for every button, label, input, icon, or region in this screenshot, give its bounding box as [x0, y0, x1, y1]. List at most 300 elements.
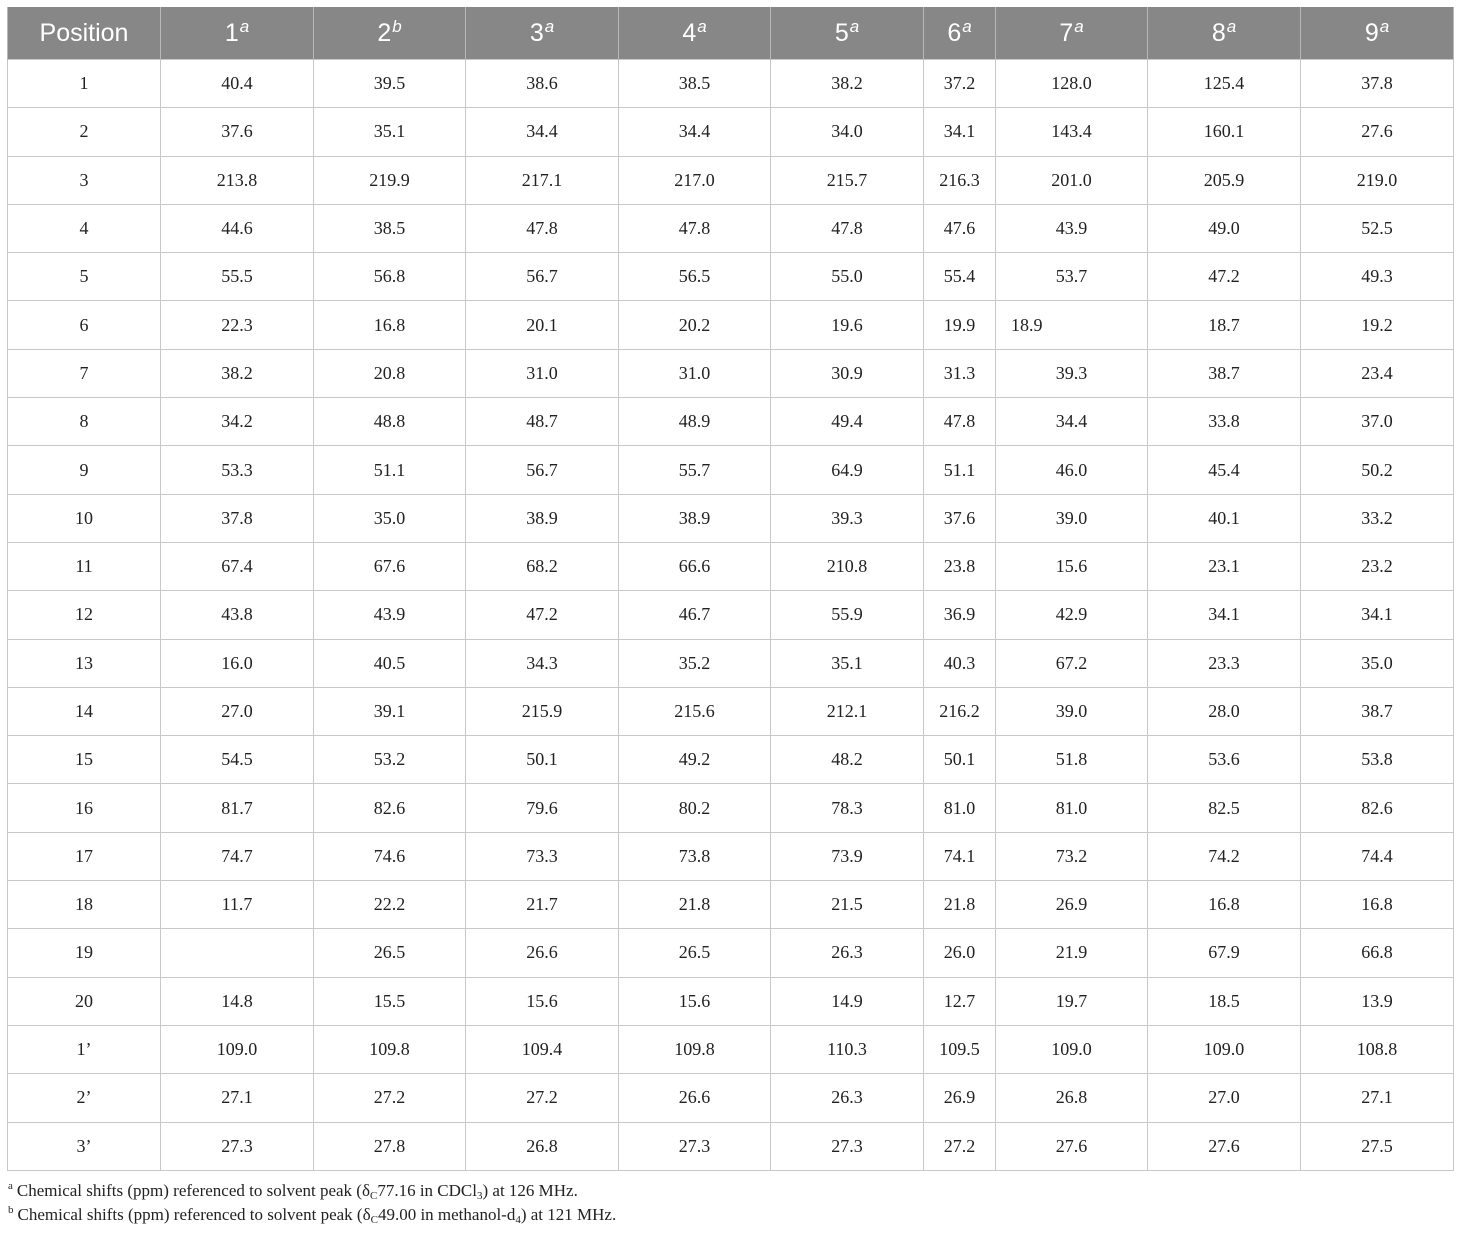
compound-footnote-mark: b: [392, 16, 402, 36]
table-row: [8, 591, 1454, 639]
shift-value-cell: 43.9: [996, 204, 1148, 252]
table-row: [8, 398, 1454, 446]
shift-value-cell: 56.7: [466, 446, 619, 494]
shift-value-cell: 34.4: [619, 108, 771, 156]
table-body: [8, 60, 1454, 1171]
shift-value-cell: 53.3: [161, 446, 314, 494]
shift-value-cell: 47.6: [924, 204, 996, 252]
shift-value-cell: 31.3: [924, 349, 996, 397]
compound-header: [1148, 7, 1301, 60]
shift-value-cell: 109.5: [924, 1025, 996, 1073]
shift-value-cell: 73.9: [771, 832, 924, 880]
shift-value-cell: 215.9: [466, 687, 619, 735]
shift-value-cell: 109.0: [996, 1025, 1148, 1073]
shift-value-cell: 38.5: [619, 60, 771, 108]
shift-value-cell: 217.1: [466, 156, 619, 204]
shift-value-cell: 55.9: [771, 591, 924, 639]
compound-footnote-mark: a: [1379, 16, 1390, 36]
position-cell: 9: [8, 446, 161, 494]
shift-value-cell: 47.2: [466, 591, 619, 639]
shift-value-cell: 74.4: [1301, 832, 1454, 880]
shift-value-cell: 34.1: [1301, 591, 1454, 639]
shift-value-cell: 47.8: [466, 204, 619, 252]
shift-value-cell: [161, 929, 314, 977]
shift-value-cell: 14.8: [161, 977, 314, 1025]
shift-value-cell: 216.2: [924, 687, 996, 735]
shift-value-cell: 23.4: [1301, 349, 1454, 397]
shift-value-cell: 52.5: [1301, 204, 1454, 252]
footnotes: [8, 1179, 616, 1227]
shift-value-cell: 38.5: [314, 204, 466, 252]
compound-header: [619, 7, 771, 60]
compound-header: [466, 7, 619, 60]
table-row: [8, 639, 1454, 687]
compound-footnote-mark: a: [962, 16, 972, 36]
shift-value-cell: 37.8: [1301, 60, 1454, 108]
shift-value-cell: 46.0: [996, 446, 1148, 494]
shift-value-cell: 78.3: [771, 784, 924, 832]
compound-number: 1: [224, 18, 239, 47]
table-row: [8, 204, 1454, 252]
shift-value-cell: 49.0: [1148, 204, 1301, 252]
shift-value-cell: 40.5: [314, 639, 466, 687]
shift-value-cell: 35.1: [771, 639, 924, 687]
shift-value-cell: 27.2: [924, 1122, 996, 1170]
shift-value-cell: 34.3: [466, 639, 619, 687]
shift-value-cell: 82.6: [1301, 784, 1454, 832]
table-row: [8, 929, 1454, 977]
shift-value-cell: 210.8: [771, 542, 924, 590]
shift-value-cell: 55.5: [161, 253, 314, 301]
shift-value-cell: 55.7: [619, 446, 771, 494]
shift-value-cell: 68.2: [466, 542, 619, 590]
shift-value-cell: 40.1: [1148, 494, 1301, 542]
footnote-text: ) at 121 MHz.: [520, 1205, 617, 1224]
shift-value-cell: 26.9: [924, 1074, 996, 1122]
shift-value-cell: 37.2: [924, 60, 996, 108]
footnote-text: 49.00 in methanol-d: [377, 1205, 516, 1224]
shift-value-cell: 38.2: [771, 60, 924, 108]
position-cell: 1: [8, 60, 161, 108]
table-row: [8, 156, 1454, 204]
shift-value-cell: 26.8: [466, 1122, 619, 1170]
shift-value-cell: 56.7: [466, 253, 619, 301]
shift-value-cell: 26.3: [771, 929, 924, 977]
shift-value-cell: 33.8: [1148, 398, 1301, 446]
shift-value-cell: 46.7: [619, 591, 771, 639]
shift-value-cell: 56.8: [314, 253, 466, 301]
position-cell: 19: [8, 929, 161, 977]
shift-value-cell: 109.0: [161, 1025, 314, 1073]
shift-value-cell: 28.0: [1148, 687, 1301, 735]
shift-value-cell: 34.0: [771, 108, 924, 156]
footnote-text: Chemical shifts (ppm) referenced to solvent peak (δ: [17, 1205, 371, 1224]
position-cell: 8: [8, 398, 161, 446]
shift-value-cell: 109.8: [619, 1025, 771, 1073]
shift-value-cell: 160.1: [1148, 108, 1301, 156]
shift-value-cell: 51.1: [924, 446, 996, 494]
shift-value-cell: 53.2: [314, 736, 466, 784]
shift-value-cell: 22.3: [161, 301, 314, 349]
shift-value-cell: 201.0: [996, 156, 1148, 204]
compound-header: [1301, 7, 1454, 60]
shift-value-cell: 39.3: [996, 349, 1148, 397]
shift-value-cell: 26.5: [619, 929, 771, 977]
footnote-subscript: C: [369, 1190, 378, 1202]
shift-value-cell: 12.7: [924, 977, 996, 1025]
shift-value-cell: 35.0: [1301, 639, 1454, 687]
shift-value-cell: 49.4: [771, 398, 924, 446]
shift-value-cell: 27.6: [996, 1122, 1148, 1170]
shift-value-cell: 16.8: [1148, 881, 1301, 929]
shift-value-cell: 21.8: [924, 881, 996, 929]
position-cell: 5: [8, 253, 161, 301]
table-row: [8, 494, 1454, 542]
shift-value-cell: 55.0: [771, 253, 924, 301]
shift-value-cell: 215.6: [619, 687, 771, 735]
shift-value-cell: 38.9: [466, 494, 619, 542]
position-cell: 15: [8, 736, 161, 784]
shift-value-cell: 81.0: [996, 784, 1148, 832]
footnote-a: [8, 1179, 616, 1203]
position-cell: 7: [8, 349, 161, 397]
shift-value-cell: 43.8: [161, 591, 314, 639]
shift-value-cell: 27.5: [1301, 1122, 1454, 1170]
shift-value-cell: 109.0: [1148, 1025, 1301, 1073]
footnote-mark: a: [8, 1180, 13, 1192]
shift-value-cell: 13.9: [1301, 977, 1454, 1025]
shift-value-cell: 38.6: [466, 60, 619, 108]
position-cell: 2: [8, 108, 161, 156]
shift-value-cell: 21.5: [771, 881, 924, 929]
compound-header: [771, 7, 924, 60]
shift-value-cell: 74.6: [314, 832, 466, 880]
shift-value-cell: 33.2: [1301, 494, 1454, 542]
shift-value-cell: 48.2: [771, 736, 924, 784]
shift-value-cell: 34.2: [161, 398, 314, 446]
table-row: [8, 542, 1454, 590]
shift-value-cell: 27.0: [161, 687, 314, 735]
table-row: [8, 1122, 1454, 1170]
shift-value-cell: 16.8: [314, 301, 466, 349]
shift-value-cell: 19.9: [924, 301, 996, 349]
shift-value-cell: 37.6: [161, 108, 314, 156]
shift-value-cell: 56.5: [619, 253, 771, 301]
shift-value-cell: 37.8: [161, 494, 314, 542]
shift-value-cell: 128.0: [996, 60, 1148, 108]
shift-value-cell: 219.0: [1301, 156, 1454, 204]
shift-value-cell: 82.5: [1148, 784, 1301, 832]
footnote-subscript: 4: [515, 1214, 521, 1226]
shift-value-cell: 34.1: [924, 108, 996, 156]
shift-value-cell: 20.2: [619, 301, 771, 349]
compound-number: 3: [529, 18, 544, 47]
shift-value-cell: 23.3: [1148, 639, 1301, 687]
position-cell: 12: [8, 591, 161, 639]
shift-value-cell: 27.3: [619, 1122, 771, 1170]
compound-footnote-mark: a: [1226, 16, 1237, 36]
shift-value-cell: 18.9: [996, 301, 1148, 349]
shift-value-cell: 16.8: [1301, 881, 1454, 929]
shift-value-cell: 27.1: [1301, 1074, 1454, 1122]
shift-value-cell: 15.6: [996, 542, 1148, 590]
shift-value-cell: 18.7: [1148, 301, 1301, 349]
shift-value-cell: 30.9: [771, 349, 924, 397]
compound-number: 9: [1364, 18, 1379, 47]
position-cell: 4: [8, 204, 161, 252]
table-row: [8, 784, 1454, 832]
shift-value-cell: 53.6: [1148, 736, 1301, 784]
footnote-mark: b: [8, 1204, 14, 1216]
position-cell: 2’: [8, 1074, 161, 1122]
shift-value-cell: 21.8: [619, 881, 771, 929]
shift-value-cell: 19.7: [996, 977, 1148, 1025]
shift-value-cell: 80.2: [619, 784, 771, 832]
shift-value-cell: 27.1: [161, 1074, 314, 1122]
shift-value-cell: 43.9: [314, 591, 466, 639]
compound-header: [996, 7, 1148, 60]
shift-value-cell: 215.7: [771, 156, 924, 204]
shift-value-cell: 15.5: [314, 977, 466, 1025]
shift-value-cell: 14.9: [771, 977, 924, 1025]
shift-value-cell: 21.9: [996, 929, 1148, 977]
shift-value-cell: 37.0: [1301, 398, 1454, 446]
shift-value-cell: 51.8: [996, 736, 1148, 784]
compound-footnote-mark: a: [697, 16, 707, 36]
shift-value-cell: 54.5: [161, 736, 314, 784]
shift-value-cell: 27.8: [314, 1122, 466, 1170]
table-row: [8, 832, 1454, 880]
shift-value-cell: 26.8: [996, 1074, 1148, 1122]
shift-value-cell: 48.9: [619, 398, 771, 446]
shift-value-cell: 50.1: [924, 736, 996, 784]
shift-value-cell: 108.8: [1301, 1025, 1454, 1073]
shift-value-cell: 64.9: [771, 446, 924, 494]
shift-value-cell: 34.4: [466, 108, 619, 156]
footnote-text: ) at 126 MHz.: [482, 1181, 578, 1200]
shift-value-cell: 143.4: [996, 108, 1148, 156]
shift-value-cell: 67.9: [1148, 929, 1301, 977]
shift-value-cell: 125.4: [1148, 60, 1301, 108]
shift-value-cell: 38.7: [1148, 349, 1301, 397]
shift-value-cell: 74.7: [161, 832, 314, 880]
shift-value-cell: 50.1: [466, 736, 619, 784]
position-cell: 11: [8, 542, 161, 590]
shift-value-cell: 39.1: [314, 687, 466, 735]
shift-value-cell: 81.7: [161, 784, 314, 832]
shift-value-cell: 27.6: [1148, 1122, 1301, 1170]
shift-value-cell: 27.3: [161, 1122, 314, 1170]
shift-value-cell: 19.2: [1301, 301, 1454, 349]
shift-value-cell: 73.2: [996, 832, 1148, 880]
shift-value-cell: 27.2: [314, 1074, 466, 1122]
shift-value-cell: 55.4: [924, 253, 996, 301]
shift-value-cell: 39.0: [996, 687, 1148, 735]
compound-header: [314, 7, 466, 60]
shift-value-cell: 48.8: [314, 398, 466, 446]
compound-footnote-mark: a: [1074, 16, 1084, 36]
shift-value-cell: 53.8: [1301, 736, 1454, 784]
shift-value-cell: 73.3: [466, 832, 619, 880]
shift-value-cell: 11.7: [161, 881, 314, 929]
compound-header: [924, 7, 996, 60]
shift-value-cell: 47.8: [619, 204, 771, 252]
footnote-b: [8, 1203, 616, 1227]
shift-value-cell: 45.4: [1148, 446, 1301, 494]
nmr-shift-table: [7, 7, 1454, 1171]
shift-value-cell: 35.1: [314, 108, 466, 156]
shift-value-cell: 31.0: [619, 349, 771, 397]
compound-number: 6: [947, 18, 962, 47]
shift-value-cell: 31.0: [466, 349, 619, 397]
table-row: [8, 60, 1454, 108]
compound-number: 8: [1211, 18, 1226, 47]
shift-value-cell: 66.6: [619, 542, 771, 590]
compound-number: 4: [682, 18, 697, 47]
position-cell: 18: [8, 881, 161, 929]
table-row: [8, 108, 1454, 156]
position-cell: 20: [8, 977, 161, 1025]
shift-value-cell: 15.6: [466, 977, 619, 1025]
shift-value-cell: 53.7: [996, 253, 1148, 301]
table-row: [8, 1025, 1454, 1073]
shift-value-cell: 15.6: [619, 977, 771, 1025]
shift-value-cell: 47.8: [924, 398, 996, 446]
shift-value-cell: 47.8: [771, 204, 924, 252]
table-row: [8, 1074, 1454, 1122]
table-row: [8, 301, 1454, 349]
shift-value-cell: 36.9: [924, 591, 996, 639]
shift-value-cell: 73.8: [619, 832, 771, 880]
shift-value-cell: 26.6: [619, 1074, 771, 1122]
table-row: [8, 736, 1454, 784]
shift-value-cell: 66.8: [1301, 929, 1454, 977]
footnote-text: Chemical shifts (ppm) referenced to solvent peak (δ: [16, 1181, 370, 1200]
shift-value-cell: 39.3: [771, 494, 924, 542]
shift-value-cell: 213.8: [161, 156, 314, 204]
shift-value-cell: 40.4: [161, 60, 314, 108]
shift-value-cell: 19.6: [771, 301, 924, 349]
table-row: [8, 881, 1454, 929]
position-cell: 6: [8, 301, 161, 349]
compound-footnote-mark: a: [849, 16, 860, 36]
footnote-subscript: 3: [476, 1190, 483, 1202]
footnote-subscript: C: [370, 1214, 378, 1226]
shift-value-cell: 26.3: [771, 1074, 924, 1122]
shift-value-cell: 110.3: [771, 1025, 924, 1073]
shift-value-cell: 47.2: [1148, 253, 1301, 301]
shift-value-cell: 37.6: [924, 494, 996, 542]
position-cell: 13: [8, 639, 161, 687]
shift-value-cell: 217.0: [619, 156, 771, 204]
shift-value-cell: 27.2: [466, 1074, 619, 1122]
nmr-table-container: [7, 7, 1453, 1171]
shift-value-cell: 39.5: [314, 60, 466, 108]
position-cell: 14: [8, 687, 161, 735]
shift-value-cell: 74.2: [1148, 832, 1301, 880]
compound-footnote-mark: a: [544, 16, 555, 36]
shift-value-cell: 67.4: [161, 542, 314, 590]
shift-value-cell: 26.0: [924, 929, 996, 977]
shift-value-cell: 44.6: [161, 204, 314, 252]
shift-value-cell: 51.1: [314, 446, 466, 494]
compound-number: 5: [834, 18, 849, 47]
shift-value-cell: 205.9: [1148, 156, 1301, 204]
table-row: [8, 977, 1454, 1025]
shift-value-cell: 49.2: [619, 736, 771, 784]
table-header-row: [8, 7, 1454, 60]
shift-value-cell: 20.8: [314, 349, 466, 397]
compound-number: 7: [1059, 18, 1074, 47]
shift-value-cell: 39.0: [996, 494, 1148, 542]
shift-value-cell: 49.3: [1301, 253, 1454, 301]
position-cell: 1’: [8, 1025, 161, 1073]
shift-value-cell: 27.3: [771, 1122, 924, 1170]
shift-value-cell: 67.2: [996, 639, 1148, 687]
shift-value-cell: 82.6: [314, 784, 466, 832]
compound-header: [161, 7, 314, 60]
shift-value-cell: 26.5: [314, 929, 466, 977]
position-cell: 16: [8, 784, 161, 832]
shift-value-cell: 27.6: [1301, 108, 1454, 156]
shift-value-cell: 219.9: [314, 156, 466, 204]
shift-value-cell: 23.8: [924, 542, 996, 590]
shift-value-cell: 20.1: [466, 301, 619, 349]
shift-value-cell: 22.2: [314, 881, 466, 929]
position-header: Position: [8, 7, 161, 60]
shift-value-cell: 21.7: [466, 881, 619, 929]
position-cell: 3’: [8, 1122, 161, 1170]
shift-value-cell: 109.8: [314, 1025, 466, 1073]
shift-value-cell: 50.2: [1301, 446, 1454, 494]
compound-footnote-mark: a: [239, 16, 250, 36]
shift-value-cell: 67.6: [314, 542, 466, 590]
shift-value-cell: 26.6: [466, 929, 619, 977]
compound-number: 2: [377, 18, 392, 47]
table-row: [8, 349, 1454, 397]
shift-value-cell: 79.6: [466, 784, 619, 832]
table-row: [8, 446, 1454, 494]
shift-value-cell: 42.9: [996, 591, 1148, 639]
shift-value-cell: 74.1: [924, 832, 996, 880]
shift-value-cell: 109.4: [466, 1025, 619, 1073]
table-row: [8, 253, 1454, 301]
shift-value-cell: 212.1: [771, 687, 924, 735]
shift-value-cell: 38.2: [161, 349, 314, 397]
shift-value-cell: 16.0: [161, 639, 314, 687]
shift-value-cell: 27.0: [1148, 1074, 1301, 1122]
shift-value-cell: 38.9: [619, 494, 771, 542]
table-row: [8, 687, 1454, 735]
shift-value-cell: 81.0: [924, 784, 996, 832]
shift-value-cell: 23.1: [1148, 542, 1301, 590]
shift-value-cell: 26.9: [996, 881, 1148, 929]
shift-value-cell: 48.7: [466, 398, 619, 446]
shift-value-cell: 34.1: [1148, 591, 1301, 639]
position-cell: 10: [8, 494, 161, 542]
shift-value-cell: 38.7: [1301, 687, 1454, 735]
position-cell: 17: [8, 832, 161, 880]
shift-value-cell: 216.3: [924, 156, 996, 204]
shift-value-cell: 34.4: [996, 398, 1148, 446]
shift-value-cell: 40.3: [924, 639, 996, 687]
shift-value-cell: 18.5: [1148, 977, 1301, 1025]
footnote-text: 77.16 in CDCl: [377, 1181, 477, 1200]
shift-value-cell: 35.0: [314, 494, 466, 542]
shift-value-cell: 23.2: [1301, 542, 1454, 590]
shift-value-cell: 35.2: [619, 639, 771, 687]
position-cell: 3: [8, 156, 161, 204]
